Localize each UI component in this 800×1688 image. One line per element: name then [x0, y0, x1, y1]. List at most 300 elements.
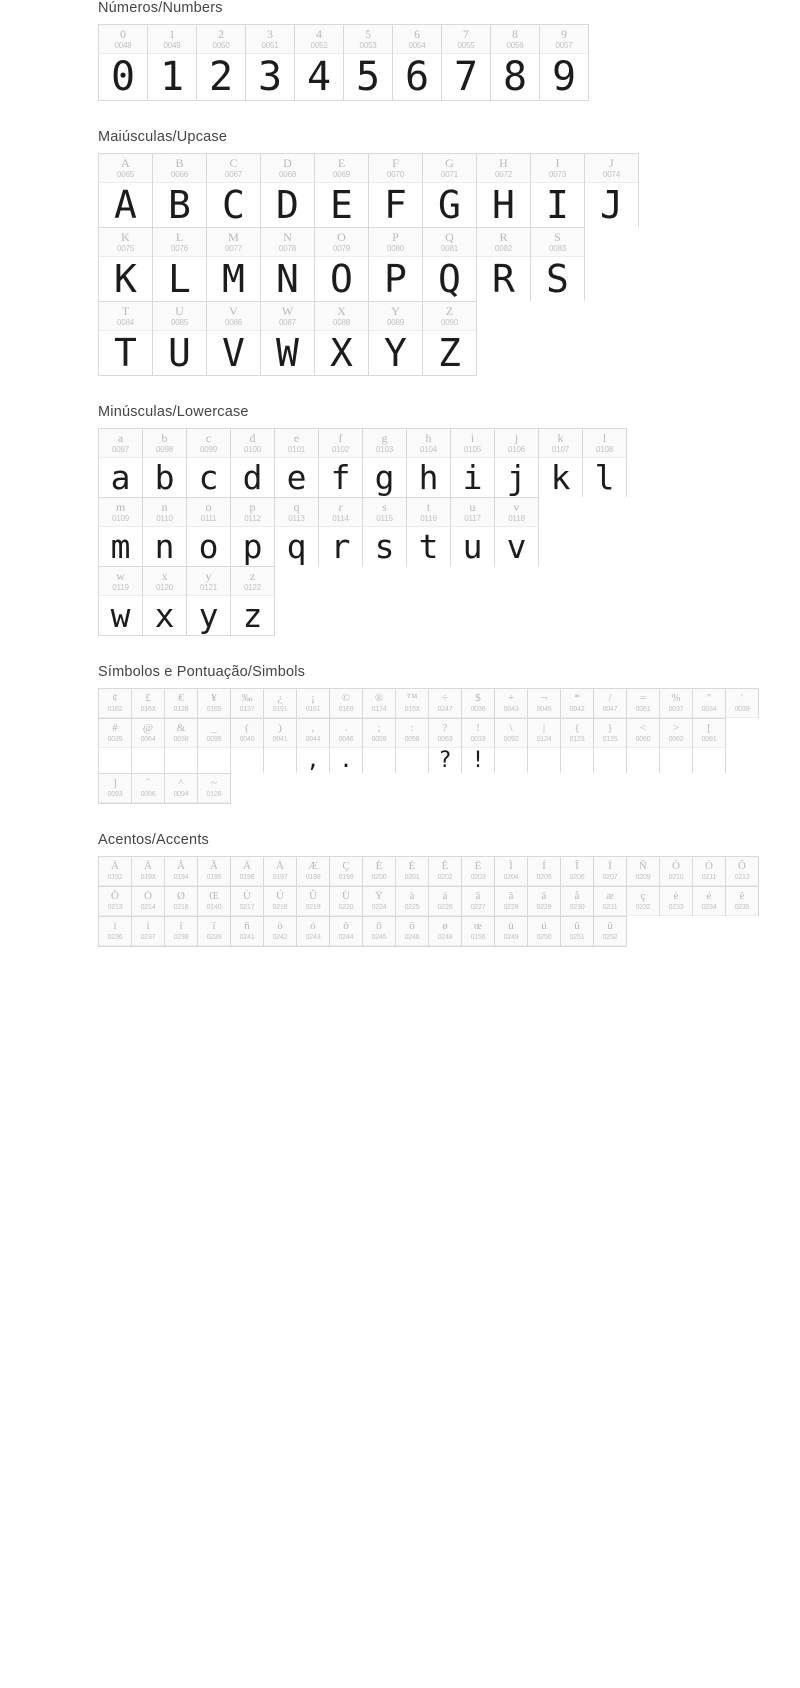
- glyph-cell-header: [396, 719, 428, 748]
- glyph-cell[interactable]: [660, 689, 693, 718]
- glyph-cell[interactable]: [99, 689, 132, 718]
- glyph-cell[interactable]: [315, 302, 369, 375]
- glyph-code-label: 0137: [239, 706, 255, 713]
- glyph-cell[interactable]: [198, 887, 231, 916]
- glyph-cell[interactable]: [143, 429, 187, 497]
- glyph-code-label: 0096: [140, 791, 156, 798]
- glyph-cell[interactable]: [330, 689, 363, 718]
- glyph-preview: c: [198, 458, 219, 497]
- glyph-cell[interactable]: [99, 917, 132, 946]
- glyph-code-label: 0101: [288, 445, 305, 454]
- glyph-cell[interactable]: [344, 25, 393, 100]
- glyph-cell[interactable]: [407, 429, 451, 497]
- glyph-code-label: 0074: [603, 170, 620, 179]
- glyph-cell[interactable]: [231, 857, 264, 886]
- glyph-char-label: æ: [606, 890, 614, 902]
- glyph-code-label: 0071: [441, 170, 458, 179]
- glyph-char-label: Ü: [342, 890, 350, 902]
- glyph-code-label: 0082: [495, 244, 512, 253]
- glyph-code-label: 0053: [359, 41, 377, 50]
- glyph-cell[interactable]: [132, 719, 165, 773]
- glyph-char-label: ¿: [277, 692, 283, 704]
- glyph-cell[interactable]: [99, 302, 153, 375]
- glyph-cell[interactable]: [462, 689, 495, 718]
- glyph-cell-header: [264, 719, 296, 748]
- glyph-cell[interactable]: [99, 25, 148, 100]
- glyph-cell[interactable]: [198, 917, 231, 946]
- glyph-cell[interactable]: [330, 857, 363, 886]
- glyph-char-label: £: [145, 692, 151, 704]
- glyph-cell-header: [693, 887, 725, 916]
- glyph-cell[interactable]: [539, 429, 583, 497]
- glyph-cell[interactable]: [165, 719, 198, 773]
- glyph-cell[interactable]: [261, 154, 315, 227]
- glyph-cell[interactable]: [660, 857, 693, 886]
- glyph-cell[interactable]: [99, 887, 132, 916]
- glyph-cell[interactable]: [396, 719, 429, 773]
- glyph-cell-header: [330, 917, 362, 946]
- glyph-char-label: [: [707, 722, 711, 734]
- glyph-code-label: 0252: [602, 934, 618, 941]
- glyph-cell[interactable]: [369, 302, 423, 375]
- glyph-char-label: #: [112, 722, 118, 734]
- glyph-cell[interactable]: [594, 689, 627, 718]
- glyph-cell[interactable]: [132, 774, 165, 803]
- glyph-code-label: 0061: [635, 706, 651, 713]
- glyph-cell[interactable]: [231, 719, 264, 773]
- glyph-cell[interactable]: [207, 154, 261, 227]
- glyph-cell-header: [491, 25, 539, 54]
- glyph-cell[interactable]: [627, 719, 660, 773]
- glyph-cell[interactable]: [297, 857, 330, 886]
- glyph-char-label: Ï: [608, 860, 612, 872]
- glyph-cell-header: [99, 429, 142, 458]
- glyph-preview: w: [110, 596, 131, 635]
- glyph-char-label: Ñ: [639, 860, 647, 872]
- glyph-cell[interactable]: [726, 689, 759, 718]
- glyph-cell[interactable]: [528, 857, 561, 886]
- glyph-cell-header: [295, 25, 343, 54]
- glyph-preview: 4: [306, 54, 332, 100]
- glyph-code-label: 0209: [635, 874, 651, 881]
- glyph-char-label: 6: [414, 27, 420, 41]
- glyph-code-label: 0140: [206, 904, 222, 911]
- glyph-cell[interactable]: [561, 917, 594, 946]
- glyph-cell[interactable]: [330, 917, 363, 946]
- glyph-row: [98, 227, 585, 301]
- glyph-cell-header: [442, 25, 490, 54]
- glyph-char-label: à: [409, 890, 415, 902]
- glyph-cell[interactable]: [495, 498, 539, 566]
- glyph-cell[interactable]: [363, 887, 396, 916]
- glyph-cell-header: [297, 689, 329, 718]
- glyph-code-label: 0077: [225, 244, 242, 253]
- glyph-char-label: â: [475, 890, 481, 902]
- glyph-cell[interactable]: [369, 228, 423, 301]
- glyph-cell[interactable]: [583, 429, 627, 497]
- glyph-cell[interactable]: [187, 498, 231, 566]
- glyph-cell[interactable]: [585, 154, 639, 227]
- glyph-char-label: d: [249, 431, 256, 445]
- glyph-cell[interactable]: [491, 25, 540, 100]
- glyph-cell[interactable]: [396, 689, 429, 718]
- glyph-code-label: 0111: [200, 514, 217, 523]
- glyph-preview: [198, 748, 230, 773]
- glyph-code-label: 0250: [536, 934, 552, 941]
- section-upcase: [0, 129, 800, 376]
- glyph-cell[interactable]: [315, 228, 369, 301]
- glyph-cell[interactable]: [429, 857, 462, 886]
- glyph-cell[interactable]: [477, 228, 531, 301]
- glyph-char-label: Ö: [144, 890, 152, 902]
- glyph-cell[interactable]: [531, 228, 585, 301]
- glyph-code-label: 0115: [376, 514, 393, 523]
- glyph-cell[interactable]: [363, 917, 396, 946]
- glyph-cell[interactable]: [528, 719, 561, 773]
- glyph-char-label: Ò: [672, 860, 680, 872]
- glyph-cell[interactable]: [132, 689, 165, 718]
- glyph-char-label: 1: [169, 27, 175, 41]
- glyph-cell[interactable]: [99, 228, 153, 301]
- glyph-preview: Q: [438, 257, 461, 301]
- glyph-cell[interactable]: [275, 498, 319, 566]
- glyph-char-label: 2: [218, 27, 224, 41]
- glyph-cell[interactable]: [153, 228, 207, 301]
- glyph-cell[interactable]: [528, 887, 561, 916]
- glyph-cell[interactable]: [187, 429, 231, 497]
- glyph-char-label: 0: [120, 27, 126, 41]
- glyph-cell[interactable]: [363, 719, 396, 773]
- glyph-cell[interactable]: [451, 498, 495, 566]
- glyph-cell-header: [231, 887, 263, 916]
- glyph-cell[interactable]: [407, 498, 451, 566]
- glyph-cell[interactable]: [477, 154, 531, 227]
- glyph-cell[interactable]: [330, 887, 363, 916]
- glyph-code-label: 0216: [173, 904, 189, 911]
- glyph-char-label: Â: [177, 860, 185, 872]
- glyph-cell[interactable]: [143, 567, 187, 635]
- glyph-code-label: 0174: [371, 706, 387, 713]
- glyph-grid: [98, 428, 800, 636]
- glyph-cell-header: [99, 689, 131, 718]
- glyph-cell[interactable]: [363, 689, 396, 718]
- glyph-char-label: Y: [391, 304, 400, 318]
- glyph-cell[interactable]: [429, 887, 462, 916]
- glyph-cell[interactable]: [393, 25, 442, 100]
- glyph-cell-header: [627, 887, 659, 916]
- glyph-cell[interactable]: [275, 429, 319, 497]
- glyph-cell[interactable]: [561, 689, 594, 718]
- glyph-cell-header: [528, 719, 560, 748]
- glyph-cell[interactable]: [246, 25, 295, 100]
- glyph-char-label: |: [542, 722, 546, 734]
- glyph-char-label: Ÿ: [375, 890, 383, 902]
- glyph-char-label: L: [175, 230, 184, 244]
- glyph-cell[interactable]: [495, 857, 528, 886]
- glyph-char-label: c: [205, 431, 212, 445]
- glyph-cell-header: [132, 774, 164, 803]
- glyph-cell[interactable]: [132, 917, 165, 946]
- glyph-cell[interactable]: [264, 917, 297, 946]
- glyph-cell[interactable]: [528, 689, 561, 718]
- glyph-cell[interactable]: [198, 774, 231, 803]
- glyph-cell[interactable]: [197, 25, 246, 100]
- glyph-code-label: 0251: [569, 934, 585, 941]
- glyph-cell[interactable]: [429, 719, 462, 773]
- glyph-preview: 7: [453, 54, 479, 100]
- glyph-cell[interactable]: [693, 719, 726, 773]
- glyph-cell[interactable]: [462, 917, 495, 946]
- glyph-cell[interactable]: [561, 719, 594, 773]
- glyph-char-label: W: [281, 304, 294, 318]
- glyph-cell[interactable]: [231, 567, 275, 635]
- glyph-preview: m: [110, 527, 131, 566]
- glyph-cell[interactable]: [363, 498, 407, 566]
- glyph-code-label: 0112: [244, 514, 261, 523]
- glyph-cell[interactable]: [330, 719, 363, 773]
- glyph-cell[interactable]: [451, 429, 495, 497]
- glyph-cell[interactable]: [594, 887, 627, 916]
- glyph-cell-header: [363, 689, 395, 718]
- glyph-preview: E: [330, 183, 353, 227]
- glyph-cell[interactable]: [495, 689, 528, 718]
- glyph-cell[interactable]: [319, 429, 363, 497]
- glyph-cell[interactable]: [198, 719, 231, 773]
- glyph-cell[interactable]: [594, 857, 627, 886]
- glyph-code-label: 0161: [305, 706, 321, 713]
- glyph-cell[interactable]: [423, 302, 477, 375]
- glyph-code-label: 0060: [635, 736, 651, 743]
- glyph-char-label: <: [639, 722, 647, 734]
- glyph-char-label: t: [426, 500, 431, 514]
- glyph-cell[interactable]: [261, 302, 315, 375]
- glyph-cell[interactable]: [462, 887, 495, 916]
- glyph-cell-header: [495, 887, 527, 916]
- glyph-cell-header: [594, 857, 626, 886]
- glyph-code-label: 0110: [156, 514, 173, 523]
- glyph-cell[interactable]: [423, 228, 477, 301]
- glyph-preview: p: [242, 527, 263, 566]
- glyph-code-label: 0162: [107, 706, 123, 713]
- glyph-preview: U: [168, 331, 191, 375]
- glyph-preview: Y: [384, 331, 407, 375]
- glyph-cell[interactable]: [726, 887, 759, 916]
- glyph-code-label: 0125: [602, 736, 618, 743]
- glyph-preview: J: [600, 183, 623, 227]
- glyph-cell-header: [369, 228, 422, 257]
- glyph-preview: g: [374, 458, 395, 497]
- glyph-cell[interactable]: [231, 689, 264, 718]
- glyph-cell[interactable]: [693, 689, 726, 718]
- glyph-cell-header: [477, 154, 530, 183]
- glyph-cell[interactable]: [99, 774, 132, 803]
- glyph-char-label: ¥: [211, 692, 217, 704]
- glyph-char-label: ÷: [441, 692, 449, 704]
- glyph-preview: [396, 748, 428, 773]
- glyph-cell[interactable]: [423, 154, 477, 227]
- glyph-cell[interactable]: [187, 567, 231, 635]
- glyph-cell-header: [462, 689, 494, 718]
- glyph-cell[interactable]: [198, 857, 231, 886]
- glyph-cell[interactable]: [495, 429, 539, 497]
- glyph-cell[interactable]: [264, 689, 297, 718]
- glyph-code-label: 0205: [536, 874, 552, 881]
- glyph-cell[interactable]: [594, 917, 627, 946]
- glyph-preview: l: [594, 458, 615, 497]
- glyph-cell[interactable]: [693, 857, 726, 886]
- glyph-cell[interactable]: [531, 154, 585, 227]
- glyph-code-label: 0116: [420, 514, 437, 523]
- glyph-code-label: 0212: [734, 874, 750, 881]
- glyph-cell-header: [528, 887, 560, 916]
- glyph-cell-header: [528, 857, 560, 886]
- glyph-cell[interactable]: [132, 887, 165, 916]
- glyph-cell[interactable]: [231, 917, 264, 946]
- glyph-cell[interactable]: [231, 887, 264, 916]
- glyph-char-label: 4: [316, 27, 322, 41]
- glyph-cell[interactable]: [261, 228, 315, 301]
- glyph-cell-header: [660, 857, 692, 886]
- glyph-cell[interactable]: [627, 689, 660, 718]
- glyph-cell[interactable]: [99, 498, 143, 566]
- glyph-code-label: 0219: [305, 904, 321, 911]
- glyph-cell[interactable]: [726, 857, 759, 886]
- glyph-cell[interactable]: [495, 887, 528, 916]
- glyph-cell-header: [363, 887, 395, 916]
- glyph-cell[interactable]: [495, 917, 528, 946]
- glyph-cell[interactable]: [198, 689, 231, 718]
- glyph-char-label: _: [211, 722, 217, 734]
- glyph-cell-header: [153, 302, 206, 331]
- glyph-code-label: 0048: [114, 41, 132, 50]
- glyph-cell[interactable]: [231, 429, 275, 497]
- glyph-cell[interactable]: [207, 302, 261, 375]
- glyph-cell[interactable]: [297, 887, 330, 916]
- glyph-preview: 6: [404, 54, 430, 100]
- glyph-cell[interactable]: [627, 857, 660, 886]
- glyph-cell-header: [198, 857, 230, 886]
- glyph-cell[interactable]: [540, 25, 589, 100]
- section-accents: [0, 832, 800, 947]
- glyph-cell[interactable]: [396, 917, 429, 946]
- glyph-cell[interactable]: [297, 719, 330, 773]
- glyph-cell[interactable]: [315, 154, 369, 227]
- glyph-char-label: ï: [212, 920, 216, 932]
- glyph-cell[interactable]: [660, 719, 693, 773]
- glyph-code-label: 0245: [371, 934, 387, 941]
- glyph-cell[interactable]: [369, 154, 423, 227]
- glyph-cell[interactable]: [396, 887, 429, 916]
- glyph-cell[interactable]: [165, 774, 198, 803]
- glyph-char-label: À: [111, 860, 119, 872]
- glyph-cell[interactable]: [594, 719, 627, 773]
- glyph-cell[interactable]: [143, 498, 187, 566]
- glyph-code-label: 0095: [206, 736, 222, 743]
- glyph-char-label: m: [115, 500, 126, 514]
- glyph-cell[interactable]: [148, 25, 197, 100]
- glyph-cell[interactable]: [99, 154, 153, 227]
- glyph-cell[interactable]: [264, 857, 297, 886]
- glyph-cell[interactable]: [153, 154, 207, 227]
- glyph-cell[interactable]: [429, 689, 462, 718]
- glyph-cell[interactable]: [442, 25, 491, 100]
- glyph-cell[interactable]: [165, 887, 198, 916]
- glyph-code-label: 0097: [112, 445, 129, 454]
- glyph-code-label: 0232: [635, 904, 651, 911]
- glyph-code-label: 0228: [503, 904, 519, 911]
- glyph-preview: y: [198, 596, 219, 635]
- glyph-cell-header: [319, 498, 362, 527]
- glyph-cell[interactable]: [528, 917, 561, 946]
- glyph-char-label: Ú: [276, 890, 284, 902]
- glyph-cell[interactable]: [363, 857, 396, 886]
- glyph-cell[interactable]: [264, 719, 297, 773]
- glyph-preview: j: [506, 458, 527, 497]
- glyph-cell[interactable]: [99, 719, 132, 773]
- glyph-code-label: 0033: [470, 736, 486, 743]
- glyph-cell[interactable]: [462, 857, 495, 886]
- glyph-cell[interactable]: [165, 857, 198, 886]
- glyph-cell-header: [198, 689, 230, 718]
- glyph-cell[interactable]: [231, 498, 275, 566]
- glyph-cell[interactable]: [297, 689, 330, 718]
- glyph-cell[interactable]: [429, 917, 462, 946]
- glyph-cell[interactable]: [319, 498, 363, 566]
- glyph-cell-header: [540, 25, 588, 54]
- glyph-code-label: 0153: [404, 706, 420, 713]
- glyph-cell[interactable]: [132, 857, 165, 886]
- glyph-cell[interactable]: [627, 887, 660, 916]
- glyph-cell-header: [693, 689, 725, 718]
- glyph-cell[interactable]: [561, 887, 594, 916]
- glyph-cell-header: [275, 429, 318, 458]
- glyph-cell-header: [207, 302, 260, 331]
- glyph-cell[interactable]: [693, 887, 726, 916]
- glyph-cell[interactable]: [99, 567, 143, 635]
- glyph-cell[interactable]: [660, 887, 693, 916]
- glyph-cell[interactable]: [264, 887, 297, 916]
- glyph-cell[interactable]: [396, 857, 429, 886]
- glyph-code-label: 0114: [332, 514, 349, 523]
- glyph-code-label: 0118: [508, 514, 525, 523]
- glyph-cell-header: [198, 917, 230, 946]
- glyph-cell[interactable]: [165, 689, 198, 718]
- glyph-code-label: 0035: [107, 736, 123, 743]
- glyph-cell[interactable]: [99, 857, 132, 886]
- glyph-cell[interactable]: [495, 719, 528, 773]
- glyph-cell[interactable]: [153, 302, 207, 375]
- glyph-char-label: E: [337, 156, 346, 170]
- glyph-cell[interactable]: [462, 719, 495, 773]
- glyph-cell[interactable]: [207, 228, 261, 301]
- glyph-cell-header: [330, 719, 362, 748]
- glyph-cell[interactable]: [99, 429, 143, 497]
- glyph-cell-header: [264, 857, 296, 886]
- glyph-preview: [363, 748, 395, 773]
- glyph-cell[interactable]: [363, 429, 407, 497]
- glyph-cell-header: [246, 25, 294, 54]
- glyph-preview: [660, 748, 692, 773]
- glyph-code-label: 0242: [272, 934, 288, 941]
- glyph-code-label: 0207: [602, 874, 618, 881]
- glyph-cell[interactable]: [561, 857, 594, 886]
- glyph-cell[interactable]: [297, 917, 330, 946]
- glyph-char-label: 3: [267, 27, 273, 41]
- glyph-code-label: 0072: [495, 170, 512, 179]
- glyph-char-label: s: [382, 500, 387, 514]
- glyph-cell[interactable]: [165, 917, 198, 946]
- glyph-cell[interactable]: [295, 25, 344, 100]
